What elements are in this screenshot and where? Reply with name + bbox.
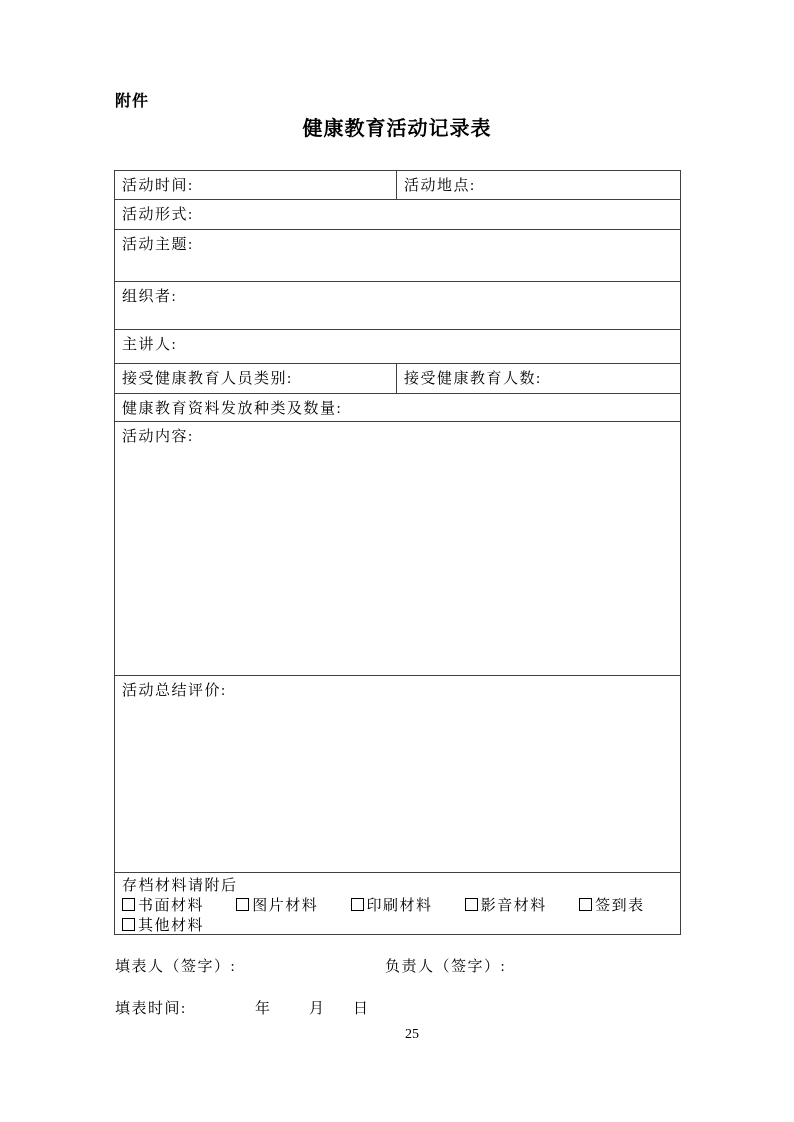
checkbox-label: 图片材料: [252, 898, 319, 914]
cell-activity-summary: 活动总结评价:: [122, 683, 227, 699]
checkbox-label: 书面材料: [138, 898, 205, 914]
cell-audience-category: 接受健康教育人员类别:: [122, 371, 293, 387]
day-label: 日: [353, 1001, 370, 1017]
checkbox-item-other-material: [122, 916, 204, 936]
checkbox-item-picture-material: [236, 896, 318, 916]
cell-activity-form: 活动形式:: [122, 207, 194, 223]
month-label: 月: [309, 1001, 326, 1017]
checkbox-label: 其他材料: [138, 918, 205, 934]
checkbox-item-signin-sheet: [579, 896, 645, 916]
archive-note: 存档材料请附后: [122, 878, 238, 894]
page-title: 健康教育活动记录表: [302, 118, 492, 140]
table-row-organizer: [115, 281, 680, 329]
record-form-table: [114, 170, 681, 935]
cell-activity-topic: 活动主题:: [122, 237, 194, 253]
checkbox-icon: [122, 918, 135, 931]
checkbox-icon: [236, 898, 249, 911]
filler-signature-label: 填表人（签字）:: [115, 959, 237, 975]
cell-speaker: 主讲人:: [122, 337, 178, 353]
checkbox-label: 签到表: [595, 898, 645, 914]
fill-date-label: 填表时间:: [115, 1001, 187, 1017]
cell-audience-count: 接受健康教育人数:: [396, 364, 680, 393]
page-number: 25: [405, 1027, 419, 1042]
table-row-speaker: [115, 329, 680, 363]
checkbox-icon: [351, 898, 364, 911]
checkbox-item-written-material: [122, 896, 204, 916]
attachment-label: 附件: [115, 93, 150, 110]
table-row-time-place: [115, 171, 680, 199]
table-row-materials-distributed: [115, 393, 680, 421]
cell-activity-place: 活动地点:: [396, 171, 680, 199]
table-row-archive-materials: [115, 872, 680, 934]
cell-materials-distributed: 健康教育资料发放种类及数量:: [122, 401, 343, 417]
checkbox-icon: [465, 898, 478, 911]
cell-archive-materials: [115, 873, 680, 934]
checkbox-icon: [579, 898, 592, 911]
checkbox-label: 影音材料: [480, 898, 547, 914]
year-label: 年: [255, 1001, 272, 1017]
table-row-activity-form: [115, 199, 680, 229]
table-row-activity-topic: [115, 229, 680, 281]
archive-checkbox-line-1: [122, 896, 674, 916]
cell-activity-time: 活动时间:: [122, 178, 194, 194]
responsible-signature-label: 负责人（签字）:: [385, 959, 507, 975]
cell-activity-content: 活动内容:: [122, 429, 194, 445]
archive-checkbox-line-2: [122, 916, 674, 936]
table-row-activity-summary: [115, 675, 680, 872]
table-row-activity-content: [115, 421, 680, 675]
checkbox-item-audiovisual-material: [465, 896, 547, 916]
table-row-audience: [115, 363, 680, 393]
checkbox-icon: [122, 898, 135, 911]
checkbox-item-printed-material: [351, 896, 433, 916]
cell-organizer: 组织者:: [122, 289, 178, 305]
checkbox-label: 印刷材料: [366, 898, 433, 914]
